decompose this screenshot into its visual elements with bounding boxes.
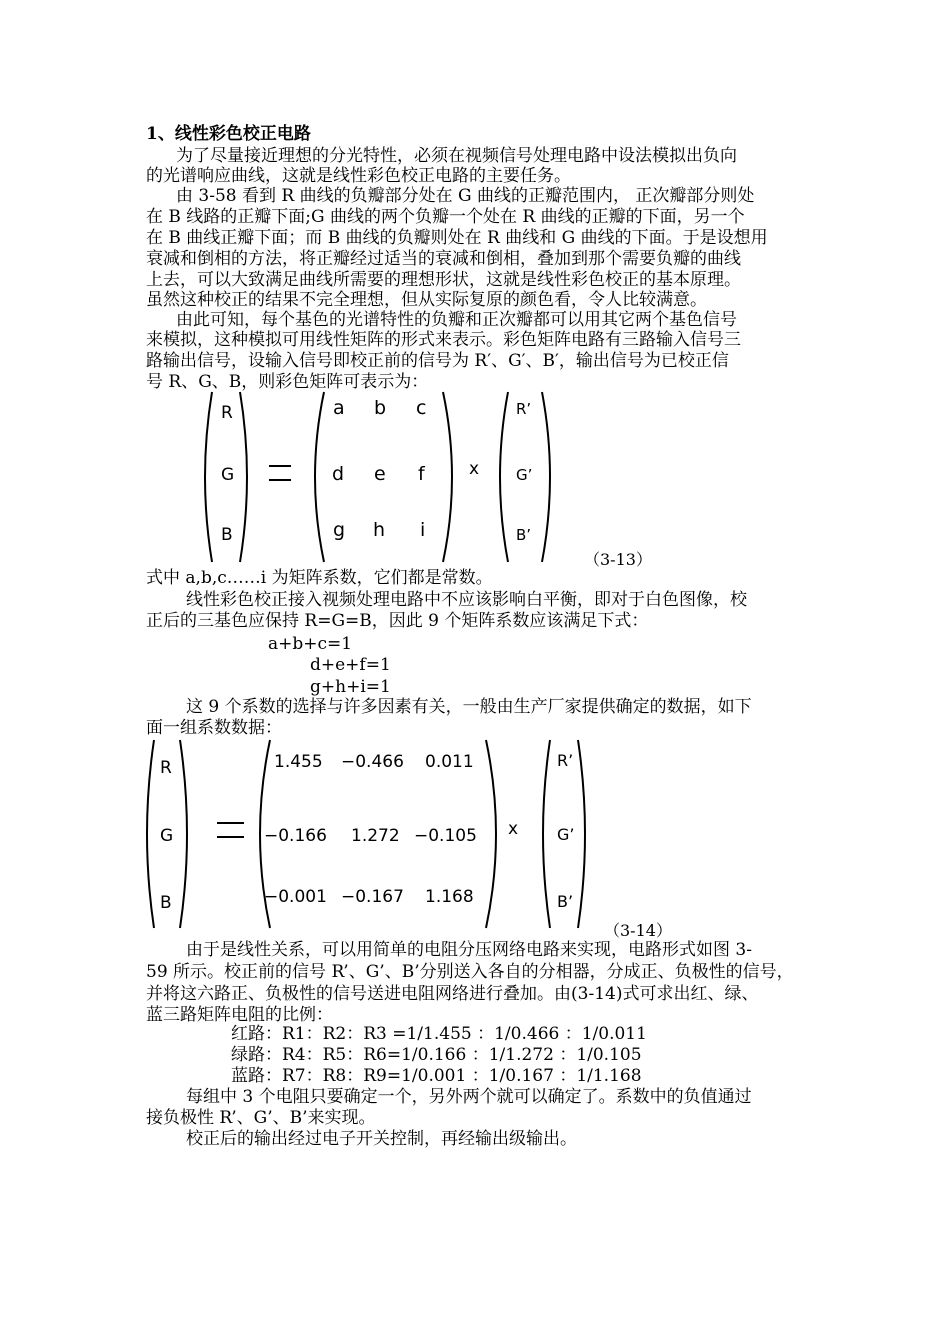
paragraph-6-line-1: 这 9 个系数的选择与许多因素有关，一般由生产厂家提供确定的数据，如下	[186, 697, 752, 717]
left-vector-entry: G	[221, 465, 235, 485]
paragraph-9: 校正后的输出经过电子开关控制，再经输出级输出。	[186, 1129, 577, 1149]
equals-sign	[217, 823, 244, 837]
paragraph-5-line-2: 正后的三基色应保持 R=G=B，因此 9 个矩阵系数应该满足下式：	[146, 611, 649, 631]
right-vector-entry: G’	[516, 466, 533, 484]
section-heading: 1、线性彩色校正电路	[146, 124, 311, 144]
multiply-sign: x	[508, 819, 519, 839]
paragraph-5-line-1: 线性彩色校正接入视频处理电路中不应该影响白平衡，即对于白色图像，校	[186, 590, 747, 610]
matrix-equation-3-14	[140, 734, 610, 934]
matrix-coefficient: −0.167	[341, 887, 404, 907]
matrix-coefficient: 0.011	[425, 752, 474, 772]
paragraph-2-line-4: 衰减和倒相的方法，将正瓣经过适当的衰减和倒相，叠加到那个需要负瓣的曲线	[146, 249, 741, 269]
matrix-coefficient: g	[333, 519, 346, 541]
matrix-coefficient: 1.272	[351, 826, 400, 846]
resistor-ratio-green: 绿路：R4：R5：R6=1/0.166 ：1/1.272 ：1/0.105	[231, 1045, 642, 1065]
resistor-ratio-blue: 蓝路：R7：R8：R9=1/0.001 ：1/0.167 ：1/1.168	[231, 1066, 642, 1086]
right-vector-entry: R’	[516, 400, 532, 418]
paragraph-3-line-1: 由此可知，每个基色的光谱特性的负瓣和正次瓣都可以用其它两个基色信号	[176, 310, 737, 330]
paragraph-2-line-2: 在 B 线路的正瓣下面;G 曲线的两个负瓣一个处在 R 曲线的正瓣的下面，另一个	[146, 207, 745, 227]
paragraph-2-line-1: 由 3-58 看到 R 曲线的负瓣部分处在 G 曲线的正瓣范围内， 正次瓣部分则处	[176, 186, 755, 206]
paragraph-2-line-5: 上去，可以大致满足曲线所需要的理想形状，这就是线性彩色校正的基本原理。	[146, 270, 741, 290]
equals-sign	[269, 466, 291, 480]
constraint-equation: d+e+f=1	[310, 655, 391, 675]
left-vector-entry: R	[221, 403, 233, 423]
constraint-equation: a+b+c=1	[268, 634, 353, 654]
matrix-coefficient: −0.466	[341, 752, 404, 772]
matrix-coefficient: −0.105	[414, 826, 477, 846]
paragraph-7-line-3: 并将这六路正、负极性的信号送进电阻网络进行叠加。由(3-14)式可求出红、绿、	[146, 984, 759, 1004]
matrix-coefficient: a	[333, 397, 345, 419]
paragraph-3-line-3: 路输出信号，设输入信号即校正前的信号为 R′、G′、B′，输出信号为已校正信	[146, 351, 729, 371]
paragraph-2-line-6: 虽然这种校正的结果不完全理想，但从实际复原的颜色看，令人比较满意。	[146, 290, 707, 310]
matrix-equation-3-13	[190, 388, 570, 566]
paragraph-1-line-1: 为了尽量接近理想的分光特性，必须在视频信号处理电路中设法模拟出负向	[176, 146, 737, 166]
equation-number-3-13: （3-13）	[584, 550, 652, 569]
left-vector-entry: B	[160, 893, 172, 913]
matrix-coefficient: 1.168	[425, 887, 474, 907]
equation-number-3-14: （3-14）	[604, 921, 672, 940]
matrix-coefficient: h	[373, 519, 386, 541]
constraint-equation: g+h+i=1	[310, 677, 391, 697]
right-vector-entry: B’	[557, 892, 574, 911]
matrix-coefficient: c	[416, 397, 427, 419]
paragraph-3-line-4: 号 R、G、B，则彩色矩阵可表示为：	[146, 372, 429, 392]
paragraph-7-line-2: 59 所示。校正前的信号 R’、G’、B’分别送入各自的分相器，分成正、负极性的信号，	[146, 962, 794, 982]
multiply-sign: x	[469, 459, 480, 479]
right-vector-entry: B’	[516, 526, 532, 544]
left-vector-entry: R	[160, 758, 172, 778]
right-vector-entry: G’	[557, 825, 575, 844]
matrix-coefficient: 1.455	[274, 752, 323, 772]
paragraph-7-line-4: 蓝三路矩阵电阻的比例：	[146, 1005, 333, 1025]
paragraph-8-line-2: 接负极性 R’、G’、B’来实现。	[146, 1108, 376, 1128]
right-vector-entry: R’	[557, 751, 574, 770]
paragraph-4: 式中 a,b,c……i 为矩阵系数，它们都是常数。	[146, 568, 493, 588]
paragraph-6-line-2: 面一组系数数据：	[146, 718, 282, 738]
matrix-coefficient: i	[420, 519, 426, 541]
paragraph-8-line-1: 每组中 3 个电阻只要确定一个，另外两个就可以确定了。系数中的负值通过	[186, 1087, 752, 1107]
matrix-coefficient: e	[374, 463, 386, 485]
paragraph-7-line-1: 由于是线性关系，可以用简单的电阻分压网络电路来实现，电路形式如图 3-	[186, 940, 752, 960]
matrix-coefficient: f	[418, 463, 425, 485]
matrix-coefficient: −0.001	[264, 887, 327, 907]
resistor-ratio-red: 红路：R1：R2：R3 =1/1.455 ：1/0.466 ：1/0.011	[231, 1024, 647, 1044]
paragraph-1-line-2: 的光谱响应曲线，这就是线性彩色校正电路的主要任务。	[146, 166, 571, 186]
left-vector-entry: G	[160, 826, 174, 846]
matrix-coefficient: b	[374, 397, 387, 419]
paragraph-2-line-3: 在 B 曲线正瓣下面；而 B 曲线的负瓣则处在 R 曲线和 G 曲线的下面。于是设想用	[146, 228, 768, 248]
matrix-coefficient: −0.166	[264, 826, 327, 846]
left-vector-entry: B	[221, 525, 233, 545]
matrix-coefficient: d	[332, 463, 345, 485]
paragraph-3-line-2: 来模拟，这种模拟可用线性矩阵的形式来表示。彩色矩阵电路有三路输入信号三	[146, 330, 741, 350]
